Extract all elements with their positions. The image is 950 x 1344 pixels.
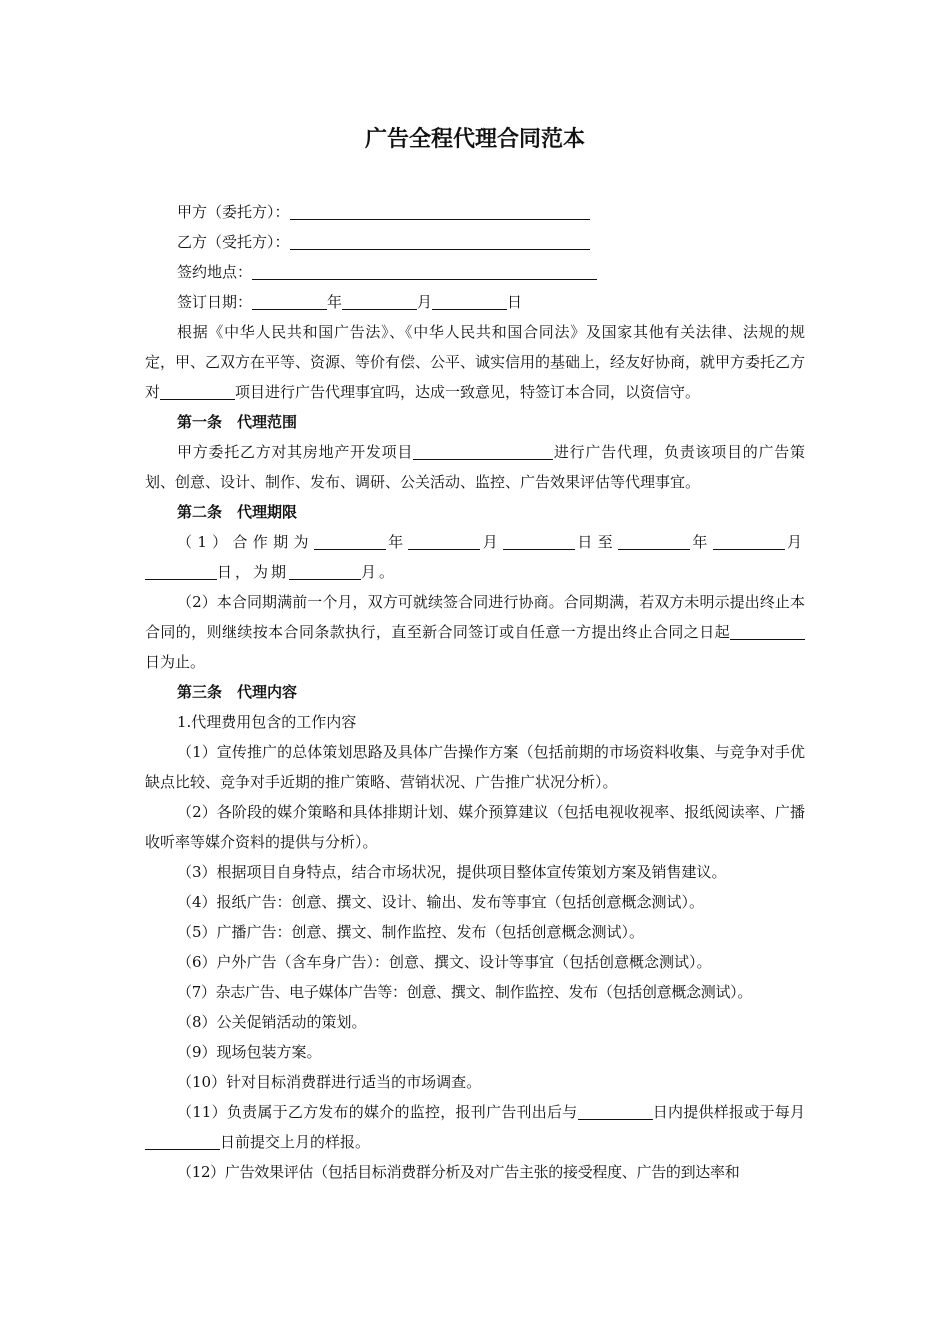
renewal-text-2: 日为止。	[145, 653, 206, 671]
party-a-line	[145, 197, 805, 227]
content-item-12: （12）广告效果评估（包括目标消费群分析及对广告主张的接受程度、广告的到达率和	[177, 1163, 740, 1181]
content-item-7: （7）杂志广告、电子媒体广告等：创意、撰文、制作监控、发布（包括创意概念测试）。	[177, 983, 753, 1001]
sign-date-line	[145, 287, 805, 317]
article-1-paragraph	[145, 437, 805, 497]
project-blank	[160, 383, 235, 400]
sign-month-label: 月	[417, 293, 433, 311]
start-year-label: 年	[385, 533, 409, 551]
preamble-text-1: 根据《中华人民共和国广告法》、《中华人民共和国合同法》及国家其他有关法律、法规的规定，甲、乙双方在平等、资源、等价有偿、公平、诚实信用的基础上，经友好协商，就甲方委托乙方对	[145, 323, 806, 401]
start-year-blank	[314, 533, 386, 550]
start-day-blank	[503, 533, 575, 550]
sign-year-label: 年	[327, 293, 343, 311]
sample-days-blank	[578, 1103, 653, 1120]
article-2-heading: 第二条 代理期限	[177, 503, 298, 521]
month-end-label: 月。	[361, 563, 398, 581]
item-11-text-1: （11）负责属于乙方发布的媒介的监控，报刊广告刊出后与	[177, 1103, 578, 1121]
content-item-1: （1）宣传推广的总体策划思路及具体广告操作方案（包括前期的市场资料收集、与竞争对手优缺点比较、竞争对手近期的推广策略、营销状况、广告推广状况分析）。	[145, 743, 805, 791]
sign-date-label: 签订日期：	[177, 293, 253, 311]
page-title: 广告全程代理合同范本	[364, 127, 585, 152]
party-b-label: 乙方（受托方）：	[177, 233, 290, 251]
article-3-heading: 第三条 代理内容	[177, 683, 298, 701]
article-2-renewal-paragraph	[145, 587, 805, 677]
day-period-label: 日，为期	[217, 563, 290, 581]
term-prefix: （1）合作期为	[177, 533, 314, 551]
content-item-6: （6）户外广告（含车身广告）：创意、撰文、设计等事宜（包括创意概念测试）。	[177, 953, 712, 971]
article-3-subheading: 1.代理费用包含的工作内容	[177, 713, 357, 731]
period-blank	[289, 563, 361, 580]
sign-day-label: 日	[507, 293, 523, 311]
renewal-text-1: （2）本合同期满前一个月，双方可就续签合同进行协商。合同期满，若双方未明示提出终止本合同的，则继续按本合同条款执行，直至新合同签订或自任意一方提出终止合同之日起	[145, 593, 805, 641]
sign-place-label: 签约地点：	[177, 263, 253, 281]
renewal-days-blank	[730, 623, 805, 640]
article-1-heading: 第一条 代理范围	[177, 413, 298, 431]
party-b-line	[145, 227, 805, 257]
content-item-8: （8）公关促销活动的策划。	[177, 1013, 367, 1031]
content-item-2: （2）各阶段的媒介策略和具体排期计划、媒介预算建议（包括电视收视率、报纸阅读率、广播收听率等媒介资料的提供与分析）。	[145, 803, 805, 851]
day-to-label: 日至	[575, 533, 618, 551]
content-item-11	[145, 1097, 805, 1157]
item-11-text-2: 日内提供样报或于每月	[652, 1103, 805, 1121]
article-2-term-paragraph	[145, 527, 805, 587]
preamble-text-2: 项目进行广告代理事宜吗，达成一致意见，特签订本合同，以资信守。	[235, 383, 701, 401]
party-a-label: 甲方（委托方）：	[177, 203, 290, 221]
project-name-blank	[413, 443, 553, 460]
party-b-blank	[290, 233, 590, 250]
end-year-blank	[618, 533, 690, 550]
content-item-4: （4）报纸广告：创意、撰文、设计、输出、发布等事宜（包括创意概念测试）。	[177, 893, 705, 911]
preamble-paragraph	[145, 317, 805, 407]
end-year-label: 年	[690, 533, 713, 551]
sign-month-blank	[342, 293, 417, 310]
start-month-label: 月	[480, 533, 504, 551]
contract-body	[145, 197, 805, 1187]
content-item-5: （5）广播广告：创意、撰文、制作监控、发布（包括创意概念测试）。	[177, 923, 645, 941]
item-11-text-3: 日前提交上月的样报。	[220, 1133, 371, 1151]
sign-day-blank	[432, 293, 507, 310]
sign-place-line	[145, 257, 805, 287]
end-day-blank	[145, 563, 217, 580]
content-item-9: （9）现场包装方案。	[177, 1043, 322, 1061]
article-1-text-2: 进行广告代理，负责该项目的广告策划、创意、设计、制作、发布、调研、公关活动、监控、广告效果评估等代理事宜。	[145, 443, 805, 491]
start-month-blank	[408, 533, 480, 550]
monthly-day-blank	[145, 1133, 220, 1150]
article-1-text-1: 甲方委托乙方对其房地产开发项目	[177, 443, 414, 461]
sign-year-blank	[252, 293, 327, 310]
end-month-label: 月	[784, 533, 805, 551]
content-item-3: （3）根据项目自身特点，结合市场状况，提供项目整体宣传策划方案及销售建议。	[177, 863, 727, 881]
party-a-blank	[290, 203, 590, 220]
end-month-blank	[713, 533, 785, 550]
sign-place-blank	[252, 263, 597, 280]
content-item-10: （10）针对目标消费群进行适当的市场调查。	[177, 1073, 482, 1091]
